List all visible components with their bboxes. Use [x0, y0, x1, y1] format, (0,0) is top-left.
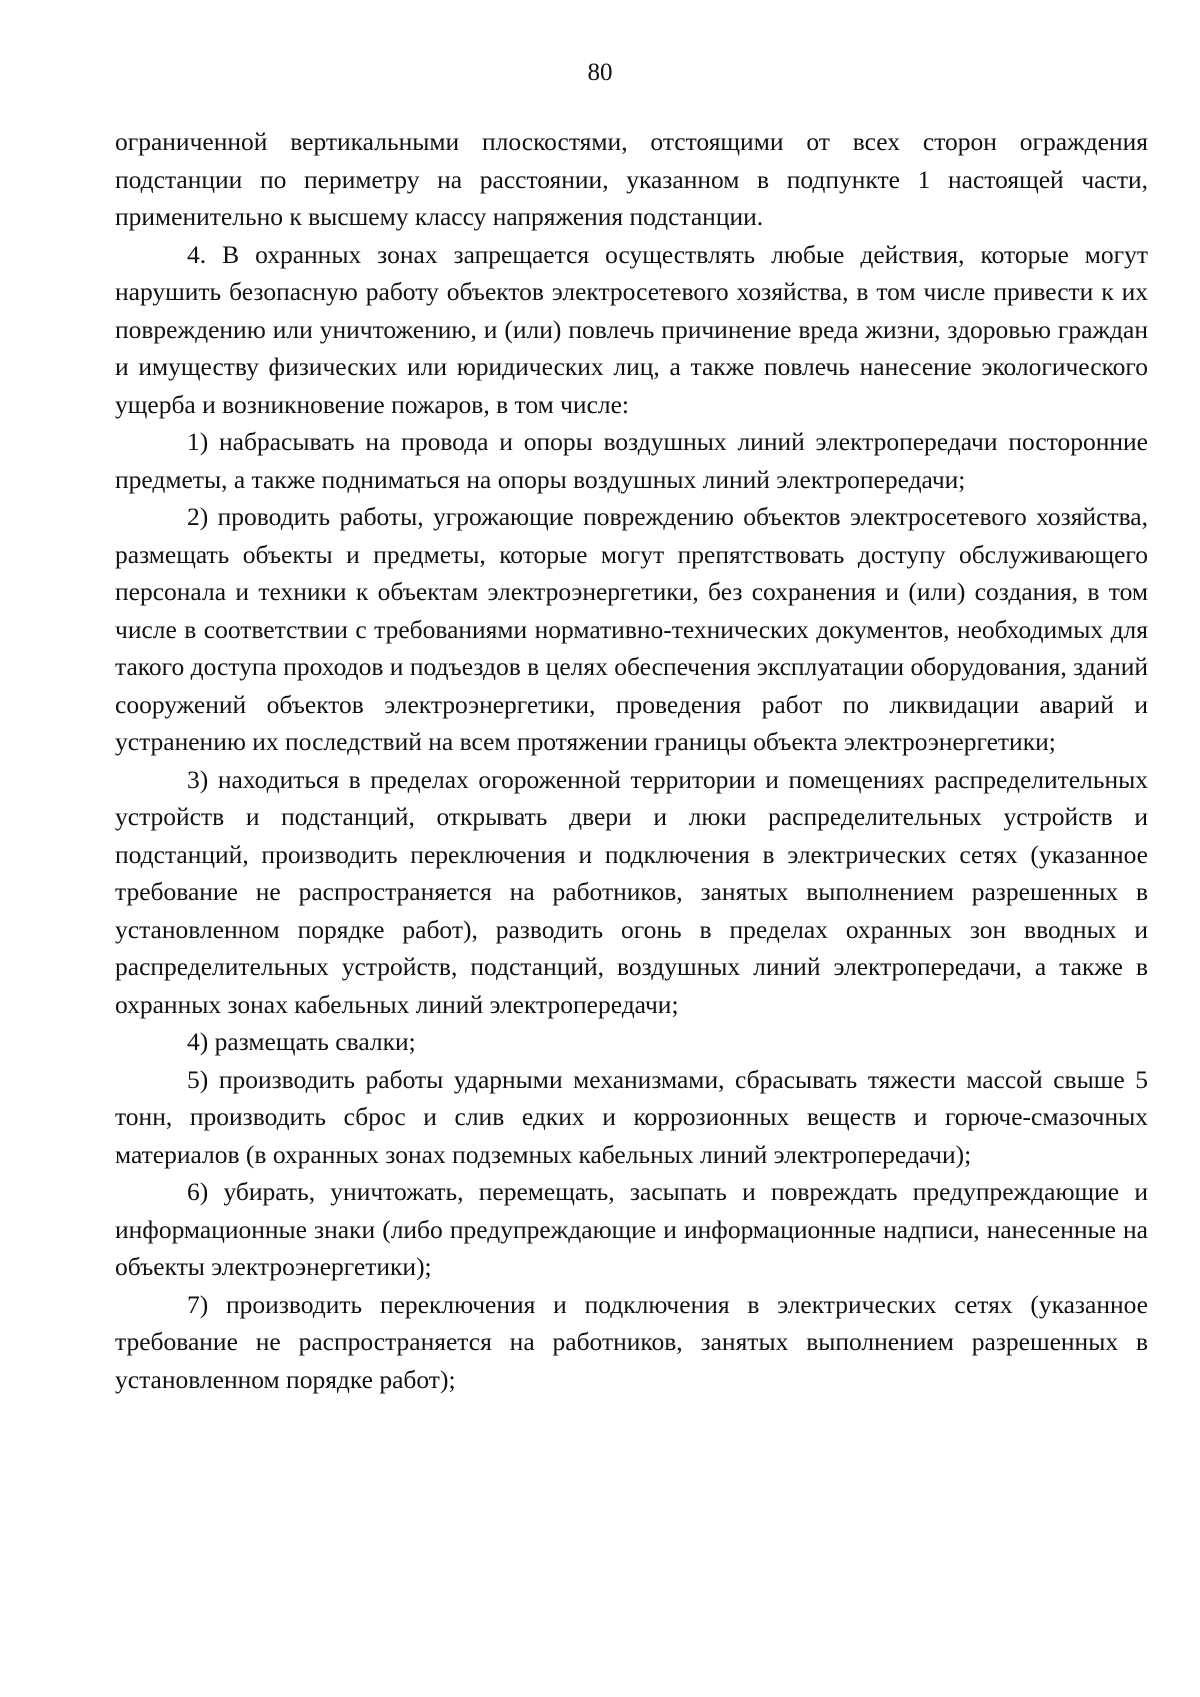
page-number: 80: [587, 59, 613, 86]
list-item-3: 3) находиться в пределах огороженной территории и помещениях распределительных устройств и подстанций, открывать двери и люки распределительных устройств и подстанций, производить переключения и подключения в электрических сетях (указанное требование не распространяется на работников, занятых выполнением разрешенных в установленном порядке работ), разводить огонь в пределах охранных зон вводных и распределительных устройств, подстанций, воздушных линий электропередачи, а также в охранных зонах кабельных линий электропередачи;: [115, 764, 1148, 1019]
list-item-7: 7) производить переключения и подключения в электрических сетях (указанное требование не распространяется на работников, занятых выполнением разрешенных в установленном порядке работ);: [115, 1289, 1148, 1394]
list-item-1: 1) набрасывать на провода и опоры воздушных линий электропередачи посторонние предметы, а также подниматься на опоры воздушных линий электропередачи;: [115, 427, 1148, 494]
body-text: [115, 123, 1148, 1398]
list-item-4: 4) размещать свалки;: [187, 1027, 416, 1056]
list-item-6: 6) убирать, уничтожать, перемещать, засыпать и повреждать предупреждающие и информационные знаки (либо предупреждающие и информационные надписи, нанесенные на объекты электроэнергетики);: [115, 1177, 1148, 1281]
paragraph-continuation: ограниченной вертикальными плоскостями, отстоящими от всех сторон ограждения подстанции по периметру на расстоянии, указанном в подпункте 1 настоящей части, применительно к высшему классу напряжения подстанции.: [115, 127, 1148, 231]
list-item-5: 5) производить работы ударными механизмами, сбрасывать тяжести массой свыше 5 тонн, производить сброс и слив едких и коррозионных веществ и горюче-смазочных материалов (в охранных зонах подземных кабельных линий электропередачи);: [115, 1064, 1148, 1169]
list-item-2: 2) проводить работы, угрожающие повреждению объектов электросетевого хозяйства, размещать объекты и предметы, которые могут препятствовать доступу обслуживающего персонала и техники к объектам электроэнергетики, без сохранения и (или) создания, в том числе в соответствии с требованиями нормативно-технических документов, необходимых для такого доступа проходов и подъездов в целях обеспечения эксплуатации оборудования, зданий сооружений объектов электроэнергетики, проведения работ по ликвидации аварий и устранению их последствий на всем протяжении границы объекта электроэнергетики;: [115, 502, 1148, 756]
paragraph-section-4: 4. В охранных зонах запрещается осуществлять любые действия, которые могут нарушить безопасную работу объектов электросетевого хозяйства, в том числе привести к их повреждению или уничтожению, и (или) повлечь причинение вреда жизни, здоровью граждан и имуществу физических или юридических лиц, а также повлечь нанесение экологического ущерба и возникновение пожаров, в том числе:: [115, 239, 1148, 419]
